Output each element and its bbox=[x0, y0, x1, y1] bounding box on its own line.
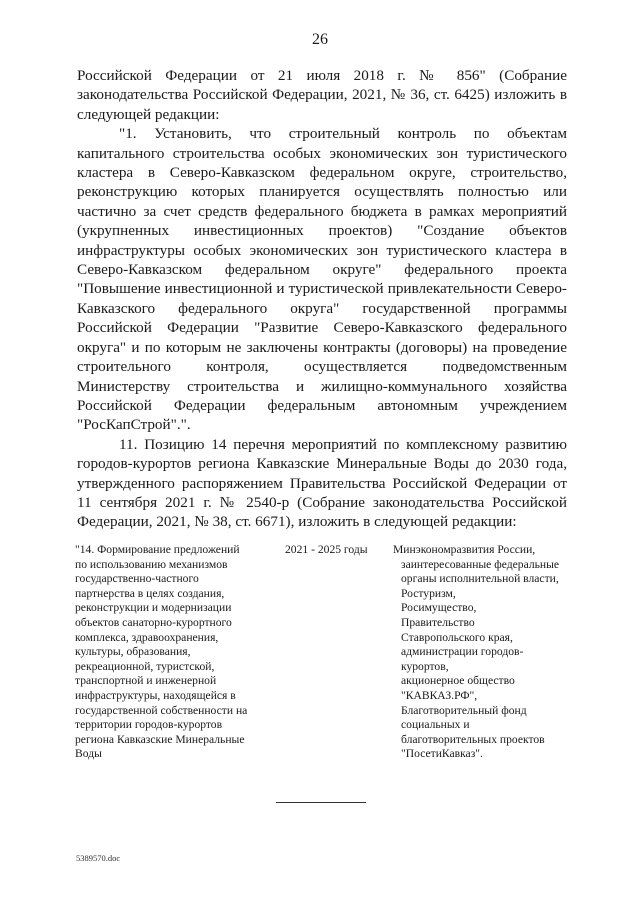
paragraph-item-11: 11. Позицию 14 перечня мероприятий по комплексному развитию городов-курортов региона Кавказские Минеральные Воды до 2030 года, утвержденного распоряжением Правительства Российской Федерации от 11 сентября 2021 г. № 2540-р (Собрание законодательства Российской Федерации, 2021, № 38, ст. 6671), изложить в следующей редакции: bbox=[77, 435, 567, 531]
document-id: 5389570.doc bbox=[76, 853, 121, 863]
responsible-cell bbox=[393, 543, 565, 762]
cell-line: курортов, bbox=[401, 659, 449, 673]
cell-line: органы исполнительной власти, bbox=[401, 572, 559, 586]
cell-line: "ПосетиКавказ". bbox=[401, 747, 483, 761]
cell-line: акционерное общество bbox=[401, 674, 515, 688]
cell-line: "КАВКАЗ.РФ", bbox=[401, 688, 478, 702]
cell-line: партнерства в целях создания, bbox=[75, 586, 225, 600]
cell-line: транспортной и инженерной bbox=[75, 674, 217, 688]
main-text bbox=[77, 66, 567, 532]
cell-line: инфраструктуры, находящейся в bbox=[75, 688, 236, 702]
cell-line: 2021 - 2025 годы bbox=[285, 543, 368, 556]
cell-line: Правительство bbox=[401, 615, 475, 629]
cell-line: реконструкции и модернизации bbox=[75, 601, 232, 615]
paragraph-continuation: Российской Федерации от 21 июля 2018 г. № 856" (Собрание законодательства Российской Федерации, 2021, № 36, ст. 6425) изложить в следующей редакции: bbox=[77, 67, 567, 123]
cell-line: государственной собственности на bbox=[75, 703, 248, 717]
cell-line: Росимущество, bbox=[401, 601, 477, 615]
measure-description-cell bbox=[75, 543, 275, 762]
cell-line: администрации городов- bbox=[401, 645, 524, 659]
page-number: 26 bbox=[312, 31, 328, 48]
period-cell bbox=[285, 543, 390, 558]
cell-line: заинтересованные федеральные bbox=[401, 557, 560, 571]
cell-line: Ставропольского края, bbox=[401, 630, 513, 644]
cell-line: по использованию механизмов bbox=[75, 557, 228, 571]
cell-line: "14. Формирование предложений bbox=[75, 543, 240, 556]
cell-line: социальных и bbox=[401, 718, 470, 732]
cell-line: государственно-частного bbox=[75, 572, 199, 586]
cell-line: Ростуризм, bbox=[401, 586, 456, 600]
cell-line: региона Кавказские Минеральные bbox=[75, 732, 245, 746]
cell-line: рекреационной, туристской, bbox=[75, 659, 215, 673]
cell-line: Благотворительный фонд bbox=[401, 703, 527, 717]
cell-line: благотворительных проектов bbox=[401, 732, 545, 746]
cell-line: Воды bbox=[75, 747, 102, 761]
footer-rule bbox=[276, 802, 366, 803]
cell-line: территории городов-курортов bbox=[75, 718, 223, 732]
paragraph-clause-1: "1. Установить, что строительный контроль по объектам капитального строительства особых экономических зон туристического кластера в Северо-Кавказском федеральном округе, строительство, реконструкцию которых планируется осуществлять полностью или частично за счет средств федерального бюджета в рамках мероприятий (укрупненных инвестиционных проектов) "Создание объектов инфраструктуры особых экономических зон туристического кластера в Северо-Кавказском федеральном округе" федерального проекта "Повышение инвестиционной и туристической привлекательности Северо-Кавказского федерального округа" государственной программы Российской Федерации "Развитие Северо-Кавказского федерального округа" и по которым не заключены контракты (договоры) на проведение строительного контроля, осуществляется подведомственным Министерству строительства и жилищно-коммунального хозяйства Российской Федерации федеральным автономным учреждением "РосКапСтрой".". bbox=[77, 125, 567, 434]
cell-line: Минэкономразвития России, bbox=[393, 543, 536, 556]
cell-line: объектов санаторно-курортного bbox=[75, 615, 232, 629]
cell-line: культуры, образования, bbox=[75, 645, 191, 659]
cell-line: комплекса, здравоохранения, bbox=[75, 630, 219, 644]
